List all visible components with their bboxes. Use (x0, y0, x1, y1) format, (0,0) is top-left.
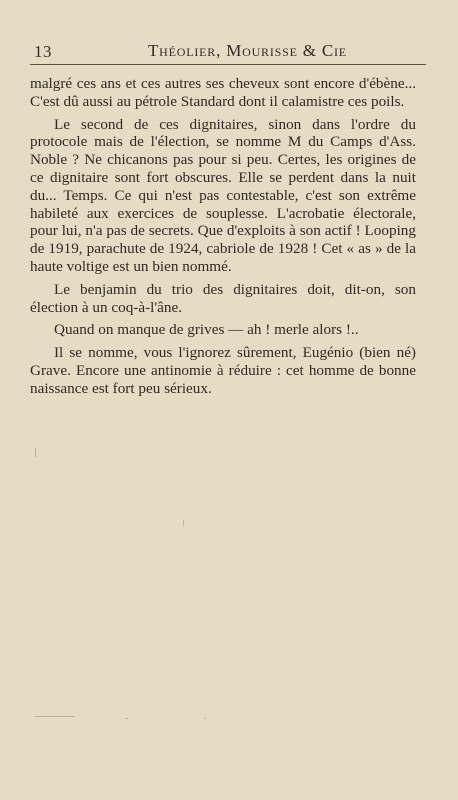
paper-speck (35, 448, 36, 457)
paper-speck (125, 718, 128, 719)
header-rule (30, 64, 426, 65)
paper-speck (204, 718, 206, 719)
page-header (30, 40, 426, 64)
paragraph-5: Il se nomme, vous l'ignorez sûrement, Eugénio (bien né) Grave. Encore une antinomie à réduire : cet homme de bonne naissance est fort peu sérieux. (30, 344, 416, 397)
running-head: Théolier, Mourisse & Cie (148, 41, 347, 60)
body-text (30, 75, 416, 403)
paragraph-1: malgré ces ans et ces autres ses cheveux sont encore d'ébène... C'est dû aussi au pétrole Standard dont il calamistre ces poils. (30, 75, 416, 110)
page-number: 13 (34, 42, 52, 61)
paragraph-2: Le second de ces dignitaires, sinon dans l'ordre du protocole mais de l'élection, se nomme M du Camps d'Ass. Noble ? Ne chicanons pas pour si peu. Certes, les origines de ce dignitaire sont fort obscures. Elle se perdent dans la nuit du... Temps. Ce qui n'est pas contestable, c'est son extrême habileté aux exercices de souplesse. L'acrobatie électorale, pour lui, n'a pas de secrets. Que d'exploits à son actif ! Looping de 1919, parachute de 1924, cabriole de 1928 ! Cet « as » de la haute voltige est un bien nommé. (30, 115, 416, 275)
paper-speck (183, 520, 184, 526)
paragraph-4: Quand on manque de grives — ah ! merle alors !.. (54, 321, 359, 339)
paragraph-3: Le benjamin du trio des dignitaires doit, dit-on, son élection à un coq-à-l'âne. (30, 280, 416, 316)
paper-speck (35, 716, 75, 717)
